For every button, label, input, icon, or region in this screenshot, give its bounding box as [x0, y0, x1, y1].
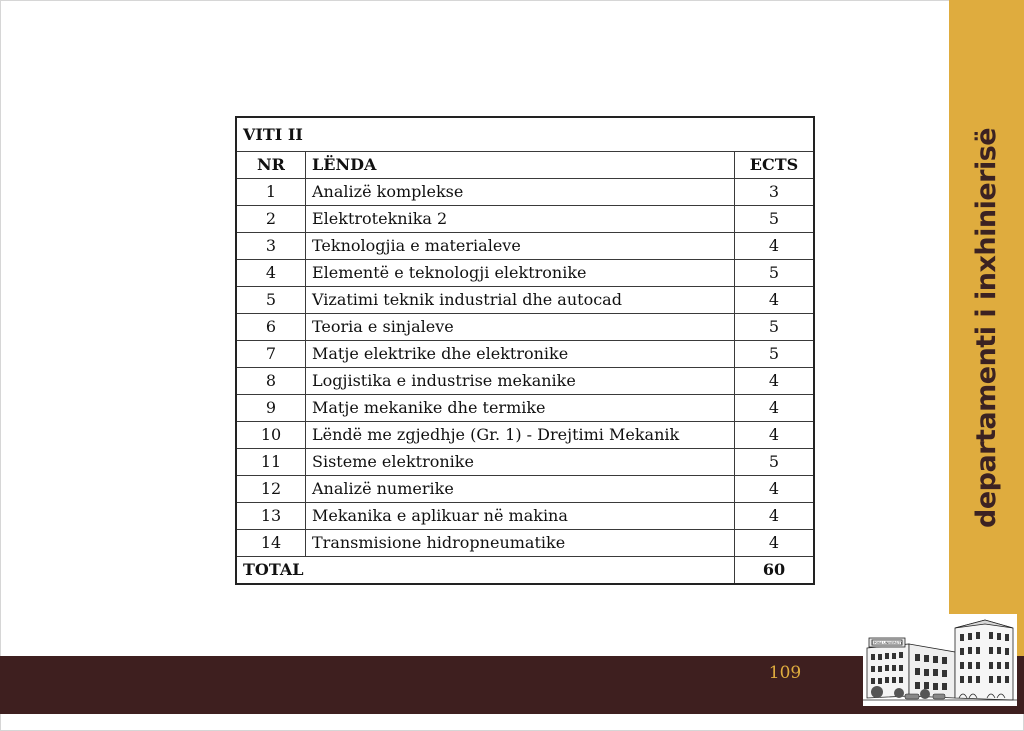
row-lenda: Matje mekanike dhe termike: [306, 395, 735, 422]
table-row: [236, 530, 814, 557]
row-nr: 4: [236, 260, 306, 287]
row-nr: 2: [236, 206, 306, 233]
total-label: TOTAL: [236, 557, 735, 585]
department-title: departamenti i inxhinierisë: [971, 127, 1002, 528]
university-building-icon: [863, 614, 1017, 706]
row-lenda: Teoria e sinjaleve: [306, 314, 735, 341]
table-body: [236, 117, 814, 584]
row-lenda: Transmisione hidropneumatike: [306, 530, 735, 557]
table-row: [236, 233, 814, 260]
building-sign-text: EPOKA UNIVERSITY: [871, 641, 903, 645]
row-nr: 1: [236, 179, 306, 206]
table-row: [236, 179, 814, 206]
header-ects: ECTS: [735, 152, 815, 179]
row-lenda: Elektroteknika 2: [306, 206, 735, 233]
total-row: [236, 557, 814, 585]
row-lenda: Teknologjia e materialeve: [306, 233, 735, 260]
row-ects: 3: [735, 179, 815, 206]
row-nr: 13: [236, 503, 306, 530]
table-row: [236, 476, 814, 503]
table-row: [236, 368, 814, 395]
table-row: [236, 503, 814, 530]
row-lenda: Analizë numerike: [306, 476, 735, 503]
row-ects: 4: [735, 476, 815, 503]
row-ects: 4: [735, 368, 815, 395]
row-ects: 5: [735, 260, 815, 287]
row-nr: 7: [236, 341, 306, 368]
row-ects: 4: [735, 233, 815, 260]
row-nr: 12: [236, 476, 306, 503]
table-row: [236, 422, 814, 449]
total-value: 60: [735, 557, 815, 585]
row-lenda: Lëndë me zgjedhje (Gr. 1) - Drejtimi Mekanik: [306, 422, 735, 449]
table-title-row: [236, 117, 814, 152]
row-lenda: Vizatimi teknik industrial dhe autocad: [306, 287, 735, 314]
page-number: 109: [768, 663, 802, 683]
row-nr: 10: [236, 422, 306, 449]
row-ects: 4: [735, 287, 815, 314]
header-nr: NR: [236, 152, 306, 179]
row-lenda: Sisteme elektronike: [306, 449, 735, 476]
table-row: [236, 206, 814, 233]
table-header-row: [236, 152, 814, 179]
row-lenda: Elementë e teknologji elektronike: [306, 260, 735, 287]
row-nr: 3: [236, 233, 306, 260]
row-nr: 8: [236, 368, 306, 395]
table-row: [236, 449, 814, 476]
ects-table: [235, 116, 815, 585]
row-ects: 5: [735, 314, 815, 341]
row-ects: 4: [735, 395, 815, 422]
table-row: [236, 314, 814, 341]
row-nr: 11: [236, 449, 306, 476]
row-ects: 5: [735, 206, 815, 233]
table-row: [236, 287, 814, 314]
row-lenda: Matje elektrike dhe elektronike: [306, 341, 735, 368]
row-nr: 5: [236, 287, 306, 314]
table-row: [236, 341, 814, 368]
row-lenda: Analizë komplekse: [306, 179, 735, 206]
header-lenda: LËNDA: [306, 152, 735, 179]
row-nr: 6: [236, 314, 306, 341]
row-ects: 4: [735, 530, 815, 557]
row-nr: 9: [236, 395, 306, 422]
table-row: [236, 260, 814, 287]
row-ects: 5: [735, 449, 815, 476]
table-title: VITI II: [236, 117, 814, 152]
row-lenda: Logjistika e industrise mekanike: [306, 368, 735, 395]
row-ects: 4: [735, 422, 815, 449]
row-lenda: Mekanika e aplikuar në makina: [306, 503, 735, 530]
table-row: [236, 395, 814, 422]
row-ects: 5: [735, 341, 815, 368]
row-ects: 4: [735, 503, 815, 530]
row-nr: 14: [236, 530, 306, 557]
